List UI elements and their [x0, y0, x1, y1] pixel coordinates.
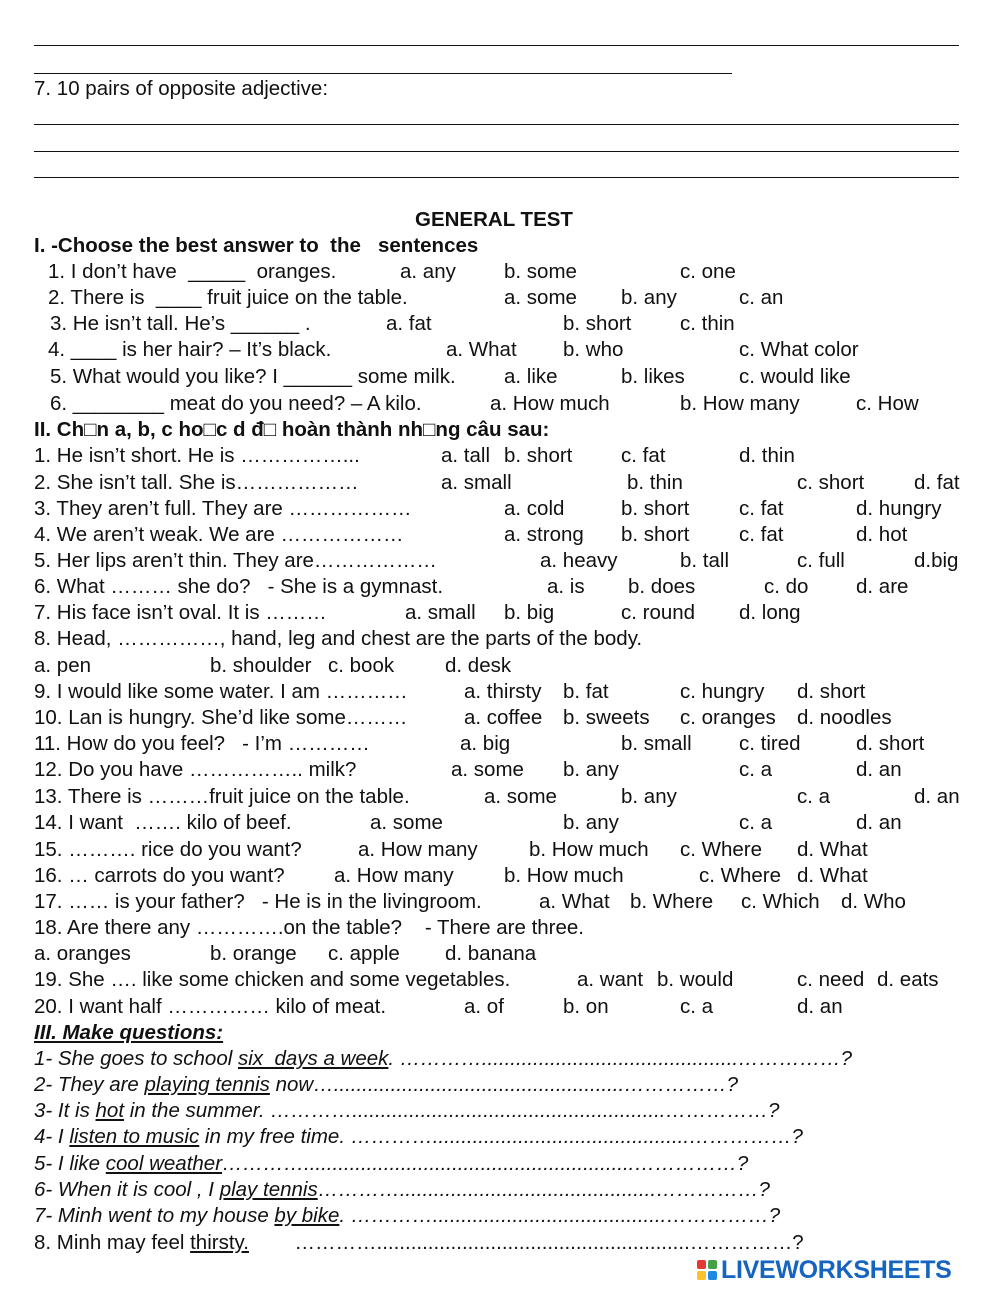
s2-option-d: d. an: [797, 995, 843, 1018]
s2-option-c: c. oranges: [680, 706, 776, 729]
answer-line: [34, 177, 959, 178]
s1-option-c: c. would like: [739, 365, 851, 388]
logo-square-red: [697, 1260, 706, 1269]
s1-option-b: b. any: [621, 286, 677, 309]
s3-item-underlined: cool weather: [105, 1152, 223, 1175]
s2-option-d: d. are: [856, 575, 909, 598]
s2-option-d: d. short: [797, 680, 866, 703]
s2-option-d: d. an: [914, 785, 960, 808]
s1-option-a: a. fat: [386, 312, 432, 335]
s1-option-a: a. What: [446, 338, 517, 361]
s3-item-post: in the summer. ………….......................................................……………?: [124, 1099, 780, 1122]
s3-item-pre: 5- I like: [34, 1152, 106, 1175]
liveworksheets-logo[interactable]: [697, 1255, 952, 1285]
s2-option-a: a. some: [451, 758, 524, 781]
s2-option-c: c. Where: [699, 864, 782, 887]
s2-option-c: c. book: [328, 654, 395, 677]
s3-item-pre: 3- It is: [34, 1099, 96, 1122]
s2-option-a: a. some: [370, 811, 443, 834]
s3-item: [34, 1204, 780, 1228]
s2-option-a: a. How many: [334, 864, 454, 887]
s2-option-a: a. thirsty: [464, 680, 542, 703]
s3-item-pre: 6- When it is cool , I: [34, 1178, 220, 1201]
s2-question: 18. Are there any ………….on the table? - There are three.: [34, 916, 584, 939]
s2-option-c: c. tired: [739, 732, 801, 755]
s1-question: 6. ________ meat do you need? – A kilo.: [50, 392, 422, 415]
s3-item-pre: 8. Minh may feel: [34, 1231, 191, 1254]
s2-option-c: c. a: [797, 785, 831, 808]
s2-option-c: c. hungry: [680, 680, 765, 703]
s2-option-c: c. Which: [741, 890, 820, 913]
s2-option-a: a. big: [460, 732, 511, 755]
s2-option-a: a. tall: [441, 444, 490, 467]
s2-option-c: c. fat: [621, 444, 666, 467]
s2-option-b: b. would: [657, 968, 734, 991]
s2-option-d: d. fat: [914, 471, 960, 494]
s2-question: 9. I would like some water. I am …………: [34, 680, 408, 703]
s2-option-b: b. big: [504, 601, 555, 624]
s2-option-a: a. oranges: [34, 942, 131, 965]
s2-question: 6. What ……… she do? - She is a gymnast.: [34, 575, 444, 598]
logo-text: LIVEWORKSHEETS: [721, 1255, 952, 1284]
s3-item: [34, 1073, 738, 1097]
s2-option-a: a. heavy: [540, 549, 618, 572]
s1-option-c: c. an: [739, 286, 784, 309]
s2-option-b: b. thin: [627, 471, 683, 494]
s3-item-post: now…...................................................……………?: [269, 1073, 739, 1096]
s3-item: [34, 1231, 804, 1255]
s2-option-c: c. round: [621, 601, 696, 624]
answer-line: [34, 124, 959, 125]
s2-option-d: d. an: [856, 758, 902, 781]
s2-option-b: b. any: [563, 758, 619, 781]
s2-option-c: c. a: [739, 811, 773, 834]
s2-option-a: a. of: [464, 995, 504, 1018]
answer-line: [34, 151, 959, 152]
s2-option-c: c. need: [797, 968, 865, 991]
s2-option-b: b. small: [621, 732, 692, 755]
s2-option-b: b. How much: [504, 864, 624, 887]
s1-option-b: b. who: [563, 338, 624, 361]
s2-option-d: d. long: [739, 601, 801, 624]
s3-item-pre: 1- She goes to school: [34, 1047, 238, 1070]
s2-option-c: c. full: [797, 549, 845, 572]
s2-option-b: b. short: [621, 523, 690, 546]
s1-option-c: c. What color: [739, 338, 859, 361]
s2-question: 20. I want half …………… kilo of meat.: [34, 995, 387, 1018]
section-2-heading: II. Ch□n a, b, c ho□c d đ□ hoàn thành nh□ng câu sau:: [34, 418, 550, 441]
logo-square-yellow: [697, 1271, 706, 1280]
s2-option-b: b. tall: [680, 549, 729, 572]
s2-option-a: a. is: [547, 575, 585, 598]
s2-option-c: c. a: [739, 758, 773, 781]
s1-option-a: a. like: [504, 365, 558, 388]
s2-question: 14. I want ……. kilo of beef.: [34, 811, 292, 834]
s1-question: 1. I don’t have _____ oranges.: [48, 260, 337, 283]
s1-question: 3. He isn’t tall. He’s ______ .: [50, 312, 311, 335]
answer-line: [34, 73, 732, 74]
s3-item-underlined: play tennis: [219, 1178, 318, 1201]
s2-option-d: d. What: [797, 864, 868, 887]
s3-item-post: in my free time. ………….............................................……………?: [199, 1125, 803, 1148]
s2-option-a: a. How many: [358, 838, 478, 861]
s2-option-b: b. any: [621, 785, 677, 808]
s1-option-b: b. How many: [680, 392, 800, 415]
s2-option-c: c. short: [797, 471, 865, 494]
s2-option-b: b. How much: [529, 838, 649, 861]
s2-option-d: d. banana: [445, 942, 537, 965]
s2-option-d: d. desk: [445, 654, 512, 677]
s2-option-d: d. noodles: [797, 706, 892, 729]
s2-question: 7. His face isn’t oval. It is ………: [34, 601, 327, 624]
s1-option-a: a. How much: [490, 392, 610, 415]
s2-question: 3. They aren’t full. They are ………………: [34, 497, 412, 520]
s3-item-post: ………….............................................……………?: [317, 1178, 770, 1201]
s1-option-a: a. any: [400, 260, 456, 283]
s1-question: 5. What would you like? I ______ some milk.: [50, 365, 456, 388]
s2-option-a: a. strong: [504, 523, 584, 546]
s2-option-c: c. Where: [680, 838, 763, 861]
s2-option-b: b. orange: [210, 942, 297, 965]
s2-question: 12. Do you have …………….. milk?: [34, 758, 357, 781]
s2-question: 16. … carrots do you want?: [34, 864, 285, 887]
s3-item: [34, 1047, 852, 1071]
s1-option-b: b. short: [563, 312, 632, 335]
s2-option-c: c. apple: [328, 942, 400, 965]
s3-item: [34, 1125, 803, 1149]
s1-question: 2. There is ____ fruit juice on the table.: [48, 286, 408, 309]
s3-item-underlined: hot: [95, 1099, 125, 1122]
s2-option-d: d. eats: [877, 968, 939, 991]
s3-item: [34, 1099, 779, 1123]
s3-item: [34, 1178, 770, 1202]
s2-question: 10. Lan is hungry. She’d like some………: [34, 706, 408, 729]
s2-option-c: c. fat: [739, 523, 784, 546]
s2-option-c: c. fat: [739, 497, 784, 520]
s3-item-underlined: playing tennis: [144, 1073, 270, 1096]
s2-question: 11. How do you feel? - I’m …………: [34, 732, 370, 755]
s2-option-b: b. fat: [563, 680, 609, 703]
s2-question: 8. Head, ……………, hand, leg and chest are the parts of the body.: [34, 627, 643, 650]
s2-option-d: d. thin: [739, 444, 795, 467]
s3-item-post: . ………….............................................……………?: [388, 1047, 852, 1070]
s2-option-b: b. on: [563, 995, 609, 1018]
s2-question: 15. ………. rice do you want?: [34, 838, 302, 861]
s2-option-c: c. a: [680, 995, 714, 1018]
s2-option-b: b. short: [504, 444, 573, 467]
s3-item-underlined: by bike: [274, 1204, 340, 1227]
s2-question: 19. She …. like some chicken and some vegetables.: [34, 968, 511, 991]
s2-option-c: c. do: [764, 575, 809, 598]
s1-option-c: c. thin: [680, 312, 735, 335]
s1-question: 4. ____ is her hair? – It’s black.: [48, 338, 332, 361]
s3-item-post: . ………….........................................……………?: [339, 1204, 781, 1227]
s2-option-b: b. any: [563, 811, 619, 834]
s3-item-underlined: six days a week: [238, 1047, 389, 1070]
s2-option-a: a. small: [405, 601, 476, 624]
logo-square-green: [708, 1260, 717, 1269]
s1-option-b: b. likes: [621, 365, 685, 388]
s2-option-a: a. some: [484, 785, 557, 808]
s2-question: 5. Her lips aren’t thin. They are………………: [34, 549, 437, 572]
s3-item-underlined: listen to music: [69, 1125, 200, 1148]
s2-option-d: d. short: [856, 732, 925, 755]
s2-option-d: d. hot: [856, 523, 908, 546]
page-title: GENERAL TEST: [415, 208, 573, 231]
section-3-heading: III. Make questions:: [34, 1021, 224, 1044]
s2-option-d: d. hungry: [856, 497, 942, 520]
s1-option-c: c. How: [856, 392, 919, 415]
s2-option-d: d.big: [914, 549, 959, 572]
section-1-heading: I. -Choose the best answer to the sentences: [34, 234, 479, 257]
s2-option-a: a. coffee: [464, 706, 543, 729]
s2-option-b: b. Where: [630, 890, 714, 913]
s2-option-b: b. shoulder: [210, 654, 312, 677]
s2-option-a: a. pen: [34, 654, 91, 677]
s2-option-d: d. What: [797, 838, 868, 861]
s3-item-post: …………..........................................................……………?: [222, 1152, 749, 1175]
s2-option-a: a. small: [441, 471, 512, 494]
s3-item-pre: 4- I: [34, 1125, 70, 1148]
s2-question: 1. He isn’t short. He is ……………...: [34, 444, 360, 467]
answer-line: [34, 45, 959, 46]
s2-option-a: a. What: [539, 890, 610, 913]
s2-option-a: a. cold: [504, 497, 565, 520]
s2-question: 17. …… is your father? - He is in the livingroom.: [34, 890, 482, 913]
s3-item: [34, 1152, 748, 1176]
s2-question: 13. There is ………fruit juice on the table.: [34, 785, 410, 808]
item-7-prompt: 7. 10 pairs of opposite adjective:: [34, 77, 329, 100]
s2-option-d: d. an: [856, 811, 902, 834]
logo-square-blue: [708, 1271, 717, 1280]
s2-option-a: a. want: [577, 968, 644, 991]
logo-mark-icon: [697, 1260, 717, 1280]
s2-option-b: b. does: [628, 575, 696, 598]
s2-option-d: d. Who: [841, 890, 906, 913]
s2-question: 4. We aren’t weak. We are ………………: [34, 523, 404, 546]
s2-option-b: b. sweets: [563, 706, 650, 729]
s3-item-underlined: thirsty.: [190, 1231, 249, 1254]
s1-option-a: a. some: [504, 286, 577, 309]
s3-item-pre: 7- Minh went to my house: [34, 1204, 275, 1227]
s2-option-b: b. short: [621, 497, 690, 520]
s1-option-c: c. one: [680, 260, 736, 283]
s3-item-post: ………….......................................................……………?: [248, 1231, 804, 1254]
s1-option-b: b. some: [504, 260, 577, 283]
s3-item-pre: 2- They are: [34, 1073, 145, 1096]
s2-question: 2. She isn’t tall. She is………………: [34, 471, 359, 494]
